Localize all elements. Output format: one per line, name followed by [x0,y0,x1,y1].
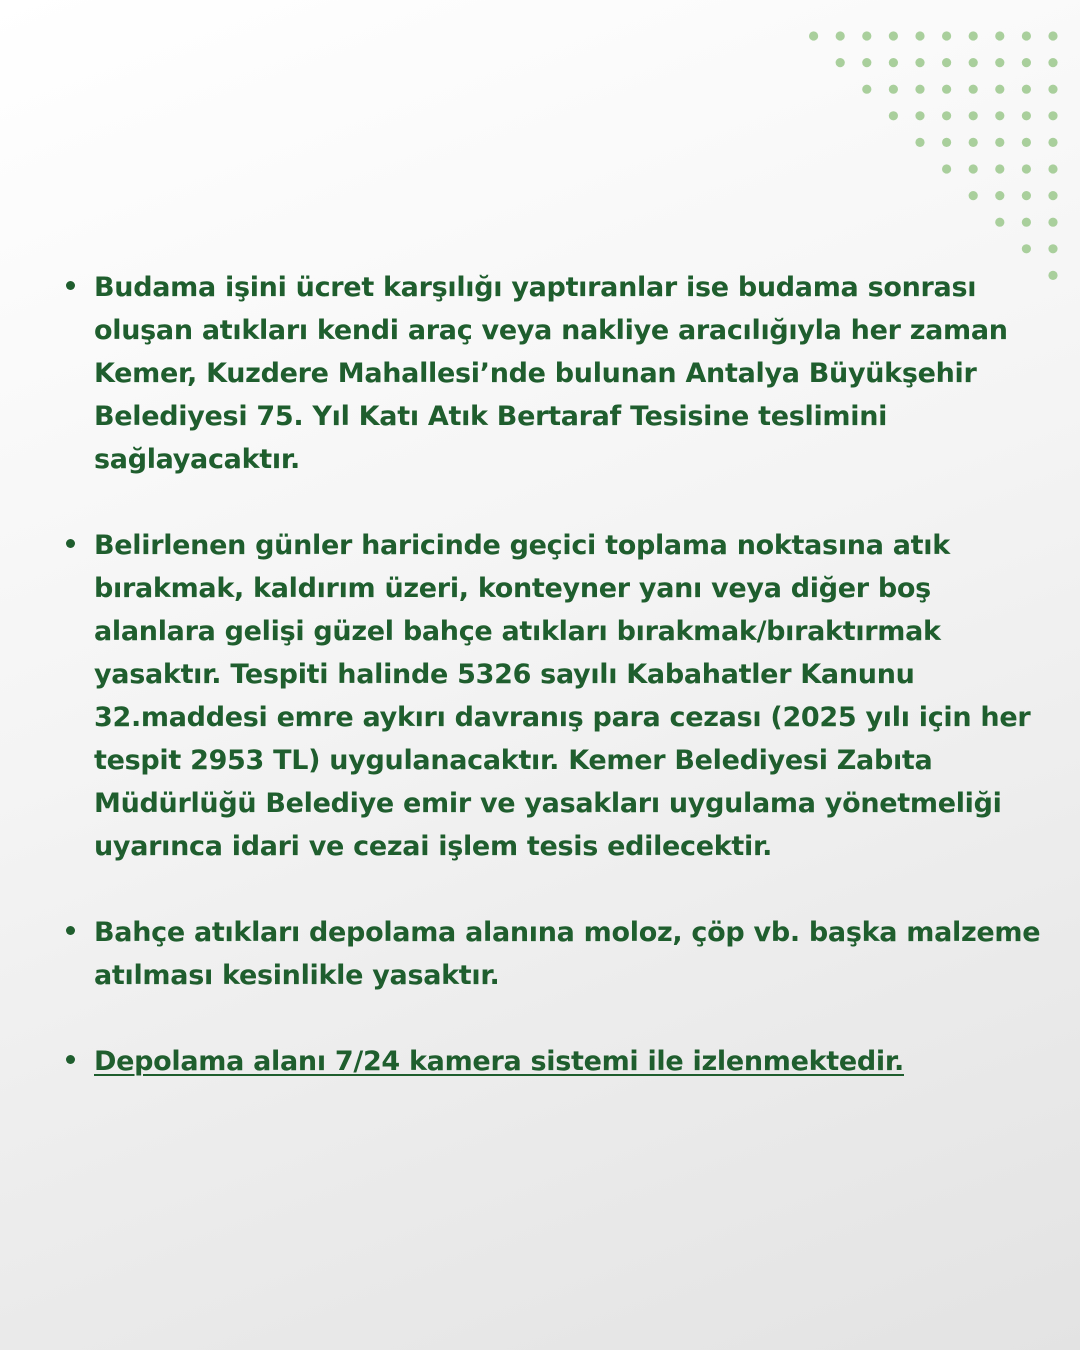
decorative-dot [915,111,924,120]
decorative-dot [1048,271,1057,280]
decorative-dot [1022,191,1031,200]
decorative-dot [915,58,924,67]
main-content [64,266,1044,1126]
decorative-dot [1048,31,1057,40]
decorative-dot [995,58,1004,67]
list-item [64,524,1044,868]
bullet-icon [66,926,75,935]
decorative-dot [942,31,951,40]
decorative-dot [942,111,951,120]
decorative-dot [969,85,978,94]
camera-notice-text: Depolama alanı 7/24 kamera sistemi ile izlenmektedir. [94,1046,904,1077]
decorative-dot [1022,218,1031,227]
decorative-dot [995,218,1004,227]
decorative-dot [969,164,978,173]
decorative-dot [1048,111,1057,120]
decorative-dot [969,138,978,147]
bullet-text: Belirlenen günler haricinde geçici toplama noktasına atık bırakmak, kaldırım üzeri, konteyner yanı veya diğer boş alanlara gelişi güzel bahçe atıkları bırakmak/bıraktırmak yasaktır. Tespiti halinde 5326 sayılı Kabahatler Kanunu 32.maddesi emre aykırı davranış para cezası (2025 yılı için her tespit 2953 TL) uygulanacaktır. [94,530,1031,776]
decorative-dot [1022,31,1031,40]
decorative-dot [889,111,898,120]
decorative-dot [995,111,1004,120]
bullet-icon [66,539,75,548]
decorative-dot [1022,164,1031,173]
decorative-dot [1048,58,1057,67]
decorative-dot [995,191,1004,200]
decorative-dot [1022,244,1031,253]
decorative-dot [969,31,978,40]
decorative-dot [942,85,951,94]
decorative-dot [836,31,845,40]
decorative-dot [995,31,1004,40]
bullet-text: Bahçe atıkları depolama alanına moloz, çöp vb. başka malzeme atılması kesinlikle yasaktır. [94,917,1041,991]
decorative-dot [1022,111,1031,120]
decorative-dot [942,138,951,147]
decorative-dot [915,85,924,94]
decorative-dot [942,58,951,67]
decorative-dot [836,58,845,67]
decorative-dot [862,85,871,94]
decorative-dot [1048,138,1057,147]
decorative-dot-pattern [0,0,1080,300]
decorative-dot [995,85,1004,94]
decorative-dot [1048,191,1057,200]
bullet-icon [66,281,75,290]
decorative-dot [1022,85,1031,94]
decorative-dot [1048,85,1057,94]
decorative-dot [862,58,871,67]
decorative-dot [995,164,1004,173]
decorative-dot [889,85,898,94]
decorative-dot [809,31,818,40]
decorative-dot [862,31,871,40]
bullet-text: Budama işini ücret karşılığı yaptıranlar ise budama sonrası oluşan atıkları kendi araç veya nakliye aracılığıyla her zaman Kemer, Kuzdere Mahallesi’nde bulunan Antalya Büyükşehir Belediyesi 75. Yıl Katı Atık Bertaraf Tesisine teslimini sağlayacaktır. [94,272,1008,475]
decorative-dot [1022,138,1031,147]
bullet-bold-text: Kemer Belediyesi Zabıta Müdürlüğü Belediye emir ve yasakları uygulama yönetmeliği uyarınca idari ve cezai işlem tesis edilecektir. [94,745,1002,862]
list-item [64,911,1044,997]
decorative-dot [1048,164,1057,173]
decorative-dot [1048,244,1057,253]
decorative-dot [915,31,924,40]
decorative-dot [942,164,951,173]
decorative-dot [1022,58,1031,67]
list-item [64,266,1044,481]
rules-list [64,266,1044,1083]
decorative-dot [889,58,898,67]
decorative-dot [969,191,978,200]
decorative-dot [889,31,898,40]
decorative-dot [915,138,924,147]
bullet-icon [66,1055,75,1064]
decorative-dot [969,111,978,120]
list-item [64,1040,1044,1083]
decorative-dot [1048,218,1057,227]
decorative-dot [969,58,978,67]
decorative-dot [995,138,1004,147]
